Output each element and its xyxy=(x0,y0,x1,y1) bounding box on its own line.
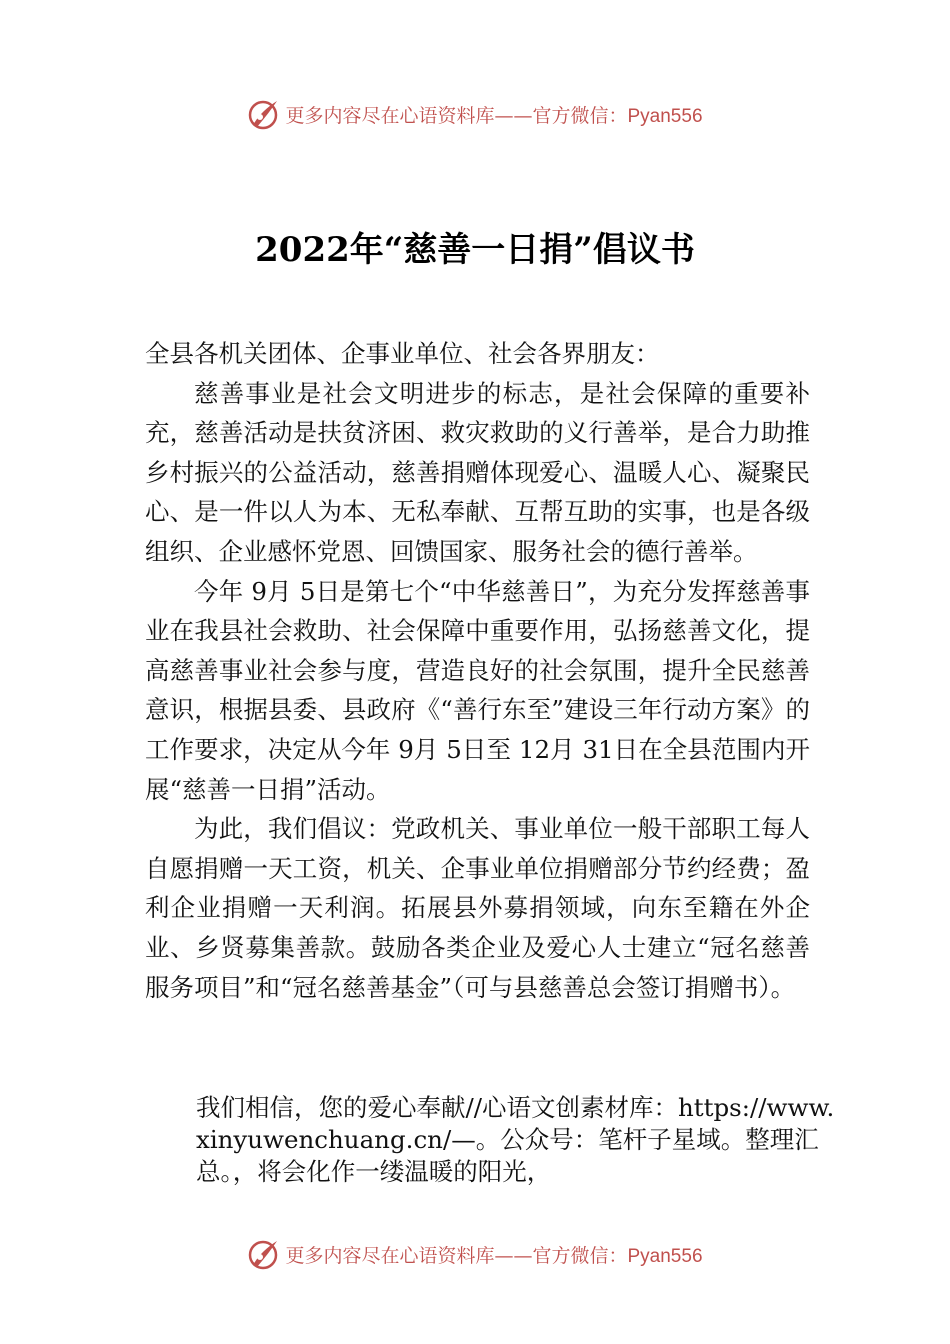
header-banner-wechat: 官方微信：Pyan556 xyxy=(532,105,703,127)
paragraph-2: 今年 9月 5日是第七个“中华慈善日”，为充分发挥慈善事业在我县社会救助、社会保障中重要作用，弘扬慈善文化，提高慈善事业社会参与度，营造良好的社会氛围，提升全民慈善意识，根据县委、县政府《“善行东至”建设三年行动方案》的工作要求，决定从今年 9月 5日至 12月 31日在全县范围内开展“慈善一日捐”活动。 xyxy=(145,576,810,804)
paragraph-1: 慈善事业是社会文明进步的标志，是社会保障的重要补充，慈善活动是扶贫济困、救灾救助的义行善举，是合力助推乡村振兴的公益活动，慈善捐赠体现爱心、温暖人心、凝聚民心、是一件以人为本、无私奉献、互帮互助的实事，也是各级组织、企业感怀党恩、回馈国家、服务社会的德行善举。 xyxy=(145,378,810,566)
footer-banner-wechat: 官方微信：Pyan556 xyxy=(532,1245,703,1267)
document-title: 2022年“慈善一日捐”倡议书 xyxy=(255,230,695,270)
ink-brush-logo-icon xyxy=(247,1237,281,1271)
footer-banner xyxy=(0,1236,950,1272)
header-banner xyxy=(0,96,950,132)
paragraph-3: 为此，我们倡议：党政机关、事业单位一般干部职工每人自愿捐赠一天工资，机关、企事业单位捐赠部分节约经费；盈利企业捐赠一天利润。拓展县外募捐领域，向东至籍在外企业、乡贤募集善款。鼓励各类企业及爱心人士建立“冠名慈善服务项目”和“冠名慈善基金”（可与县慈善总会签订捐赠书）。 xyxy=(145,814,810,1002)
closing-paragraph: 我们相信，您的爱心奉献//心语文创素材库：https://www.xinyuwenchuang.cn/—。公众号：笔杆子星域。整理汇总。，将会化作一缕温暖的阳光， xyxy=(196,1093,835,1186)
salutation: 全县各机关团体、企事业单位、社会各界朋友： xyxy=(145,339,660,368)
ink-brush-logo-icon xyxy=(247,97,281,131)
footer-banner-text: 更多内容尽在心语资料库—— xyxy=(285,1244,533,1267)
document-body xyxy=(145,334,810,1007)
header-banner-text: 更多内容尽在心语资料库—— xyxy=(285,104,533,127)
